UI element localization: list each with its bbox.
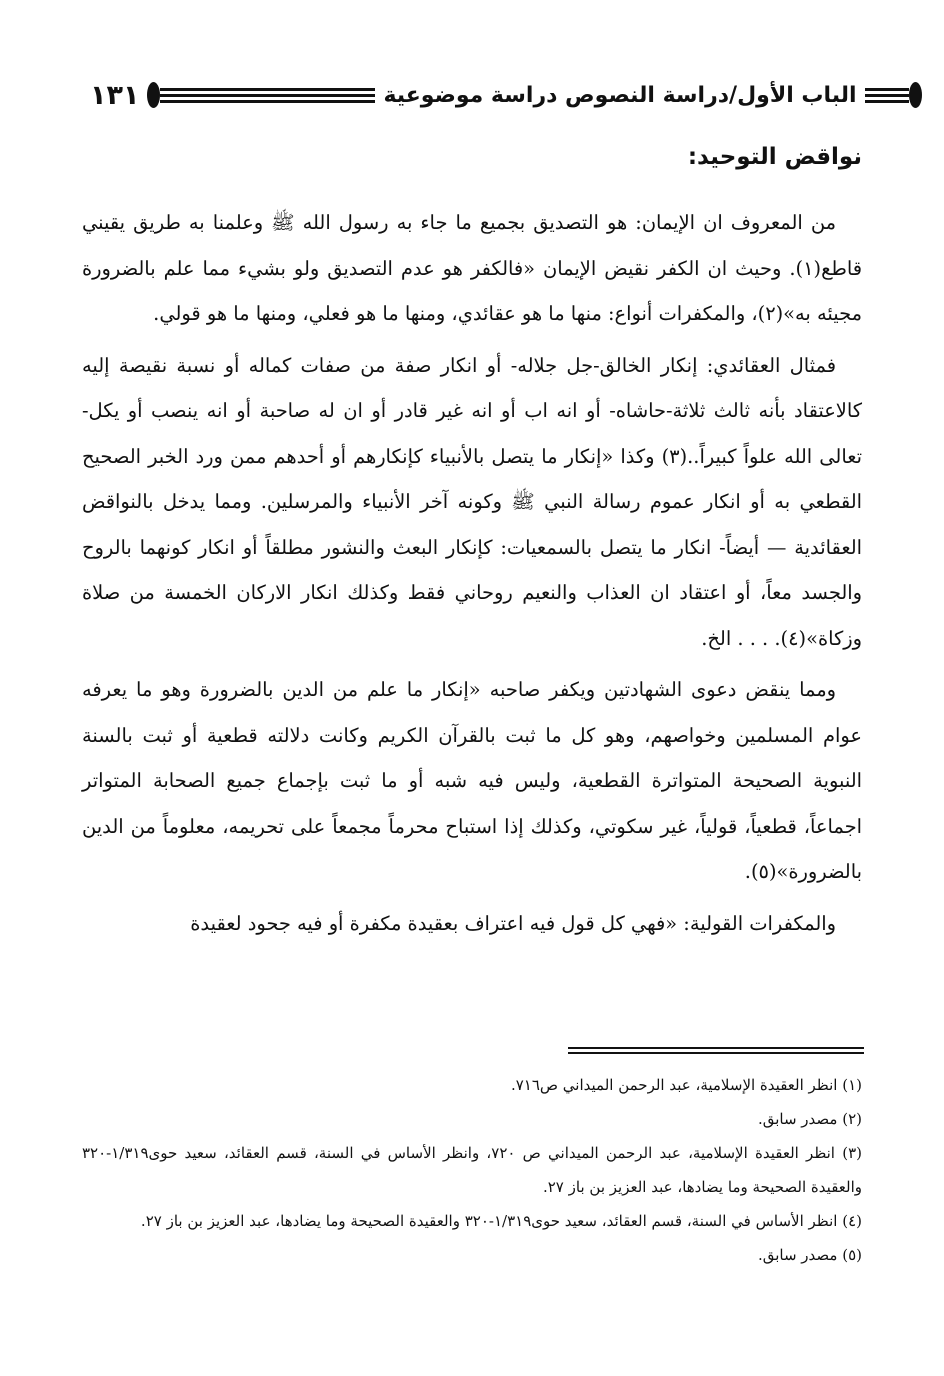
header-title: الباب الأول/دراسة النصوص دراسة موضوعية [383,82,857,108]
footnote-5: (٥) مصدر سابق. [757,1246,862,1264]
header-ornament-left [147,82,375,108]
running-header [90,70,870,120]
paragraph-1: من المعروف ان الإيمان: هو التصديق بجميع ما جاء به رسول الله ﷺ وعلمنا به طريق يقيني قاطع(١). وحيث ان الكفر نقيض الإيمان «فالكفر هو عدم التصديق ولو بشيء مما علم بالضرورة مجيئه به»(٢)، والمكفرات أنواع: منها ما هو عقائدي، ومنها ما هو فعلي، ومنها ما هو قولي. [82,211,862,325]
body-text [82,200,862,952]
page-number: ١٣١ [90,79,140,111]
header-ornament-right [865,82,922,108]
footnote-3: (٣) انظر العقيدة الإسلامية، عبد الرحمن الميداني ص ٧٢٠، وانظر الأساس في السنة، قسم العقائد، سعيد حوى١/٣١٩-٣٢٠ والعقيدة الصحيحة وما يضادها، عبد العزيز بن باز ٢٧. [82,1144,862,1196]
footnote-separator [568,1047,864,1054]
footnote-4: (٤) انظر الأساس في السنة، قسم العقائد، سعيد حوى١/٣١٩-٣٢٠ والعقيدة الصحيحة وما يضادها، عبد العزيز بن باز ٢٧. [140,1212,862,1230]
footnote-1: (١) انظر العقيدة الإسلامية، عبد الرحمن الميداني ص٧١٦. [510,1076,862,1094]
ornament-cap-left [147,82,160,108]
paragraph-4: والمكفرات القولية: «فهي كل قول فيه اعتراف بعقيدة مكفرة أو فيه جحود لعقيدة [190,911,836,935]
footnote-2: (٢) مصدر سابق. [757,1110,862,1128]
paragraph-2: فمثال العقائدي: إنكار الخالق-جل جلاله- أو انكار صفة من صفات كماله أو نسبة نقيصة إليه كالاعتقاد بأنه ثالث ثلاثة-حاشاه- أو انه اب أو انه غير قادر أو ان له صاحبة أو انه ينصب أو يكل- تعالى الله علواً كبيراً..(٣) وكذا «إنكار ما يتصل بالأنبياء كإنكارهم أو أحدهم ممن ورد الخبر الصحيح القطعي به أو انكار عموم رسالة النبي ﷺ وكونه آخر الأنبياء والمرسلين. ومما يدخل بالنواقض العقائدية — أيضاً- انكار ما يتصل بالسمعيات: كإنكار البعث والنشور مطلقاً أو انكار كونهما بالروح والجسد معاً، أو اعتقاد ان العذاب والنعيم روحاني فقط وكذلك انكار الاركان الخمسة من صلاة وزكاة»(٤). . . . الخ. [82,353,863,650]
paragraph-3: ومما ينقض دعوى الشهادتين ويكفر صاحبه «إنكار ما علم من الدين بالضرورة وهو ما يعرفه عوام المسلمين وخواصهم، وهو كل ما ثبت بالقرآن الكريم وكانت دلالته قطعية أو ثبت بالسنة النبوية الصحيحة المتواترة القطعية، وليس فيه شبه أو ما ثبت بإجماع جميع الصحابة المتواتر اجماعاً، قطعياً، قولياً، غير سكوتي، وكذلك إذا استباح محرماً مجمعاً على تحريمه، معلوماً من الدين بالضرورة»(٥). [82,678,862,883]
footnotes [82,1068,862,1272]
ornament-cap-right [909,82,922,108]
section-heading: نواقض التوحيد: [687,144,862,170]
